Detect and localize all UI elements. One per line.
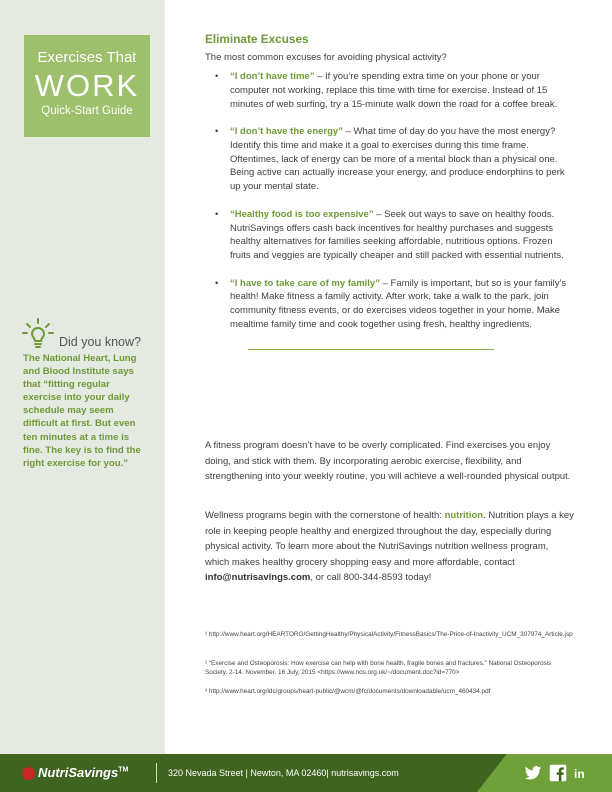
bullet-icon: •: [215, 126, 219, 138]
wellness-text-c: , or call 800-344-8593 today!: [310, 572, 432, 583]
nutrition-highlight: nutrition: [444, 510, 484, 521]
logo-mark-icon: [22, 767, 35, 780]
excuse-text: – What time of day do you have the most energy? Identify this time and make it a goal to exercises during this time frame. Oftentimes, lack of energy can be more of a mental block than a physical one. Being active can actually increase your energy, and produce endorphins to perk up your mental state.: [230, 126, 565, 193]
section-heading: Eliminate Excuses: [205, 32, 309, 46]
did-you-know-title: Did you know?: [59, 335, 141, 349]
bullet-icon: •: [215, 277, 219, 289]
excuse-quote: “I don’t have the energy”: [230, 126, 343, 138]
wellness-paragraph: [205, 508, 575, 586]
bullet-icon: •: [215, 208, 219, 220]
footnote-3: ³ http://www.heart.org/idc/groups/heart-public/@wcm/@fc/documents/downloadable/ucm_460434.pdf: [205, 688, 491, 695]
brand-name: NutriSavings: [38, 765, 119, 780]
intro-text: The most common excuses for avoiding physical activity?: [205, 52, 447, 63]
wellness-text-a: Wellness programs begin with the cornerstone of health:: [205, 510, 445, 521]
footnote-1: ¹ http://www.heart.org/HEARTORG/GettingHealthy/PhysicalActivity/FitnessBasics/The-Price-of-Inactivity_UCM_307974_Article.jsp: [205, 631, 573, 638]
fitness-paragraph: A fitness program doesn’t have to be overly complicated. Find exercises you enjoy doing, and stick with them. By incorporating aerobic exercise, flexibility, and strengthening into your weekly routine, you will achieve a well-rounded physical output.: [205, 440, 571, 482]
twitter-icon[interactable]: [524, 764, 542, 782]
footnote-2: ² “Exercise and Osteoporosis: How exercise can help with bone health, fragile bones and fractures.” National Osteoporosis Society. 2-14. November. 16 July, 2015 <https://www.nos.org.uk/~/document.doc?id=770>: [205, 660, 552, 676]
excuse-text: – Family is important, but so is your family’s health! Make fitness a family activity. After work, take a walk to the park, join community fitness events, or do exercises videos together in your home. Make mealtime family time and cook together using fresh, healthy ingredients.: [230, 277, 567, 330]
list-item: [205, 70, 575, 111]
trademark: TM: [118, 766, 129, 774]
excuse-quote: “Healthy food is too expensive”: [230, 208, 374, 220]
footer-address: 320 Nevada Street | Newton, MA 02460| nutrisavings.com: [168, 768, 399, 778]
excuse-text: – Seek out ways to save on healthy foods. NutriSavings offers cash back incentives for healthy purchases and suggests healthy alternatives for families seeking affordable, nutritious options. Frozen fruits and veggies are typically cheaper and still packed with essential nutrients.: [230, 208, 564, 261]
title-line-3: Quick-Start Guide: [41, 105, 133, 117]
footer-separator: [156, 763, 157, 783]
linkedin-label: in: [574, 767, 585, 781]
brand-logo[interactable]: [38, 765, 128, 780]
title-line-2: WORK: [34, 68, 140, 103]
section-divider: [248, 349, 494, 350]
did-you-know-text: The National Heart, Lung and Blood Institute says that “fitting regular exercise into your daily schedule may seem difficult at first. But even ten minutes at a time is fine. The key is to find the right exercise for you.”: [23, 353, 141, 469]
sidebar: [0, 0, 165, 754]
list-item: [205, 208, 575, 263]
lightbulb-icon: [22, 318, 54, 350]
excuse-quote: “I have to take care of my family”: [230, 277, 380, 289]
list-item: [205, 125, 575, 194]
main-content: [205, 32, 575, 350]
linkedin-icon[interactable]: [574, 765, 592, 783]
email-link[interactable]: info@nutrisavings.com: [205, 572, 311, 583]
did-you-know-header: [22, 318, 162, 350]
wellness-text-b: . Nutrition plays a key role in keeping people healthy and energized throughout the day, especially during physical activity. To learn more about the NutriSavings nutrition wellness program, which makes healthy grocery shopping easy and more affordable, contact: [205, 510, 574, 568]
excuse-quote: “I don’t have time”: [230, 71, 315, 83]
bullet-icon: •: [215, 71, 219, 83]
title-line-1: Exercises That: [37, 49, 137, 66]
list-item: [205, 277, 575, 332]
guide-title-box: [24, 35, 150, 137]
excuse-list: [205, 70, 575, 331]
excuse-text: – If you’re spending extra time on your phone or your computer not working, replace this time with time for exercise. Instead of 15 minutes of web surfing, try a 15-minute walk down the road for a coffee break.: [230, 71, 558, 110]
footer: [0, 754, 612, 792]
facebook-icon[interactable]: [549, 764, 567, 782]
